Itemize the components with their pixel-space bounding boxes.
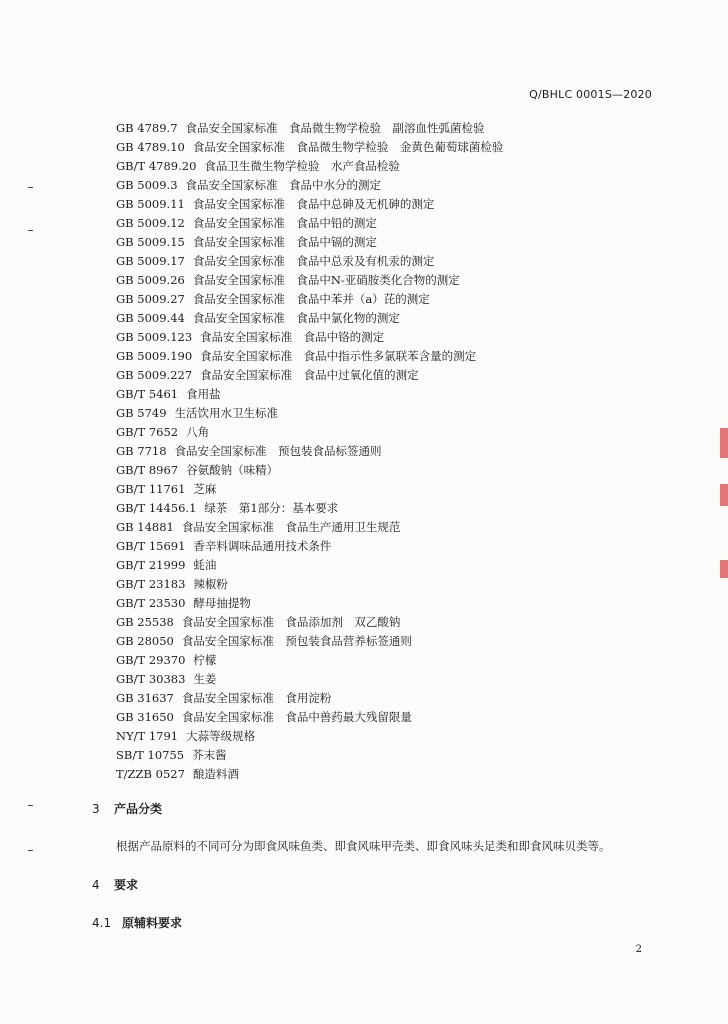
reference-item [116,480,503,499]
reference-title: 生活饮用水卫生标准 [174,406,279,420]
reference-item [116,594,503,613]
reference-item [116,328,503,347]
reference-code: GB/T 21999 [116,558,186,572]
reference-item [116,309,503,328]
reference-code: GB/T 11761 [116,482,186,496]
reference-item [116,537,503,556]
edge-stamp-mark [720,560,728,578]
section-number: 4.1 [92,916,112,930]
reference-item [116,651,503,670]
reference-title: 生姜 [193,672,217,686]
reference-item [116,385,503,404]
reference-code: GB 31637 [116,691,174,705]
reference-code: GB 28050 [116,634,174,648]
reference-item [116,271,503,290]
reference-title: 食品安全国家标准 预包装食品营养标签通则 [181,634,412,648]
reference-title: 香辛料调味品通用技术条件 [193,539,332,553]
reference-title: 食品安全国家标准 食品微生物学检验 副溶血性弧菌检验 [185,121,485,135]
reference-code: GB 25538 [116,615,174,629]
reference-item [116,404,503,423]
reference-code: GB/T 14456.1 [116,501,197,515]
section-3-heading [92,800,162,817]
reference-code: GB 5009.17 [116,254,185,268]
section-4-1-heading [92,914,182,931]
margin-tick [28,850,33,851]
reference-code: T/ZZB 0527 [116,767,185,781]
reference-item [116,252,503,271]
margin-tick [28,805,33,806]
reference-title: 食品安全国家标准 食品中兽药最大残留限量 [181,710,412,724]
reference-title: 食品安全国家标准 食品中镉的测定 [192,235,377,249]
reference-code: GB/T 30383 [116,672,186,686]
reference-item [116,613,503,632]
reference-item [116,518,503,537]
reference-title: 食品卫生微生物学检验 水产食品检验 [204,159,400,173]
reference-title: 食用盐 [186,387,221,401]
reference-title: 辣椒粉 [193,577,228,591]
reference-title: 酿造料酒 [192,767,239,781]
reference-code: GB 7718 [116,444,167,458]
reference-item [116,575,503,594]
reference-title: 食品安全国家标准 预包装食品标签通则 [174,444,382,458]
reference-code: GB/T 7652 [116,425,179,439]
reference-code: GB/T 29370 [116,653,186,667]
reference-item [116,157,503,176]
reference-code: GB/T 5461 [116,387,179,401]
reference-title: 食品安全国家标准 食品中铬的测定 [200,330,385,344]
reference-code: GB 14881 [116,520,174,534]
reference-item [116,556,503,575]
section-number: 4 [92,878,100,892]
reference-title: 大蒜等级规格 [186,729,256,743]
reference-code: GB 4789.10 [116,140,185,154]
reference-item [116,442,503,461]
reference-title: 食品安全国家标准 食品添加剂 双乙酸钠 [181,615,401,629]
margin-tick [28,230,33,231]
reference-title: 食品安全国家标准 食品生产通用卫生规范 [181,520,401,534]
reference-title: 芥末酱 [192,748,227,762]
reference-code: SB/T 10755 [116,748,185,762]
reference-code: GB 5009.3 [116,178,178,192]
reference-title: 食品安全国家标准 食品中总汞及有机汞的测定 [192,254,435,268]
reference-title: 蚝油 [193,558,217,572]
normative-references-list [116,119,503,784]
reference-item [116,423,503,442]
reference-title: 食品安全国家标准 食用淀粉 [181,691,332,705]
reference-code: GB 5749 [116,406,167,420]
section-title: 要求 [114,878,139,892]
reference-code: GB 5009.190 [116,349,193,363]
reference-title: 绿茶 第1部分：基本要求 [204,501,339,515]
reference-item [116,708,503,727]
reference-item [116,670,503,689]
reference-title: 食品安全国家标准 食品中水分的测定 [185,178,382,192]
reference-title: 食品安全国家标准 食品中过氧化值的测定 [200,368,419,382]
reference-title: 食品安全国家标准 食品中N-亚硝胺类化合物的测定 [192,273,460,287]
reference-title: 食品安全国家标准 食品中苯并（a）芘的测定 [192,292,430,306]
reference-code: GB 31650 [116,710,174,724]
reference-title: 柠檬 [193,653,217,667]
reference-item [116,746,503,765]
section-number: 3 [92,802,100,816]
reference-item [116,727,503,746]
reference-item [116,176,503,195]
reference-code: GB 5009.26 [116,273,185,287]
reference-item [116,347,503,366]
reference-code: GB 5009.27 [116,292,185,306]
reference-item [116,195,503,214]
reference-code: GB/T 23183 [116,577,186,591]
reference-item [116,366,503,385]
section-3-paragraph: 根据产品原料的不同可分为即食风味鱼类、即食风味甲壳类、即食风味头足类和即食风味贝类等。 [116,839,611,853]
reference-code: GB/T 4789.20 [116,159,197,173]
reference-code: GB 5009.15 [116,235,185,249]
reference-title: 八角 [186,425,210,439]
reference-item [116,214,503,233]
reference-title: 食品安全国家标准 食品中氯化物的测定 [192,311,400,325]
section-title: 产品分类 [114,802,163,816]
reference-code: GB 5009.44 [116,311,185,325]
reference-code: GB 5009.123 [116,330,193,344]
reference-title: 食品安全国家标准 食品中总砷及无机砷的测定 [192,197,435,211]
reference-item [116,138,503,157]
reference-item [116,461,503,480]
margin-tick [28,187,33,188]
reference-code: NY/T 1791 [116,729,179,743]
reference-item [116,499,503,518]
edge-stamp-mark [720,484,728,506]
reference-title: 谷氨酸钠（味精） [186,463,279,477]
reference-item [116,290,503,309]
reference-code: GB/T 23530 [116,596,186,610]
reference-code: GB/T 15691 [116,539,186,553]
reference-item [116,765,503,784]
reference-code: GB 5009.12 [116,216,185,230]
reference-item [116,233,503,252]
reference-item [116,119,503,138]
page-number: 2 [635,944,642,955]
document-code: Q/BHLC 0001S—2020 [529,88,652,101]
section-title: 原辅料要求 [122,916,183,930]
reference-code: GB 5009.11 [116,197,185,211]
reference-title: 食品安全国家标准 食品中铅的测定 [192,216,377,230]
reference-code: GB 5009.227 [116,368,193,382]
reference-title: 食品安全国家标准 食品微生物学检验 金黄色葡萄球菌检验 [192,140,504,154]
section-4-heading [92,876,138,893]
reference-code: GB 4789.7 [116,121,178,135]
reference-code: GB/T 8967 [116,463,179,477]
edge-stamp-mark [720,428,728,458]
reference-item [116,689,503,708]
reference-title: 酵母抽提物 [193,596,251,610]
reference-title: 芝麻 [193,482,217,496]
reference-title: 食品安全国家标准 食品中指示性多氯联苯含量的测定 [200,349,477,363]
reference-item [116,632,503,651]
